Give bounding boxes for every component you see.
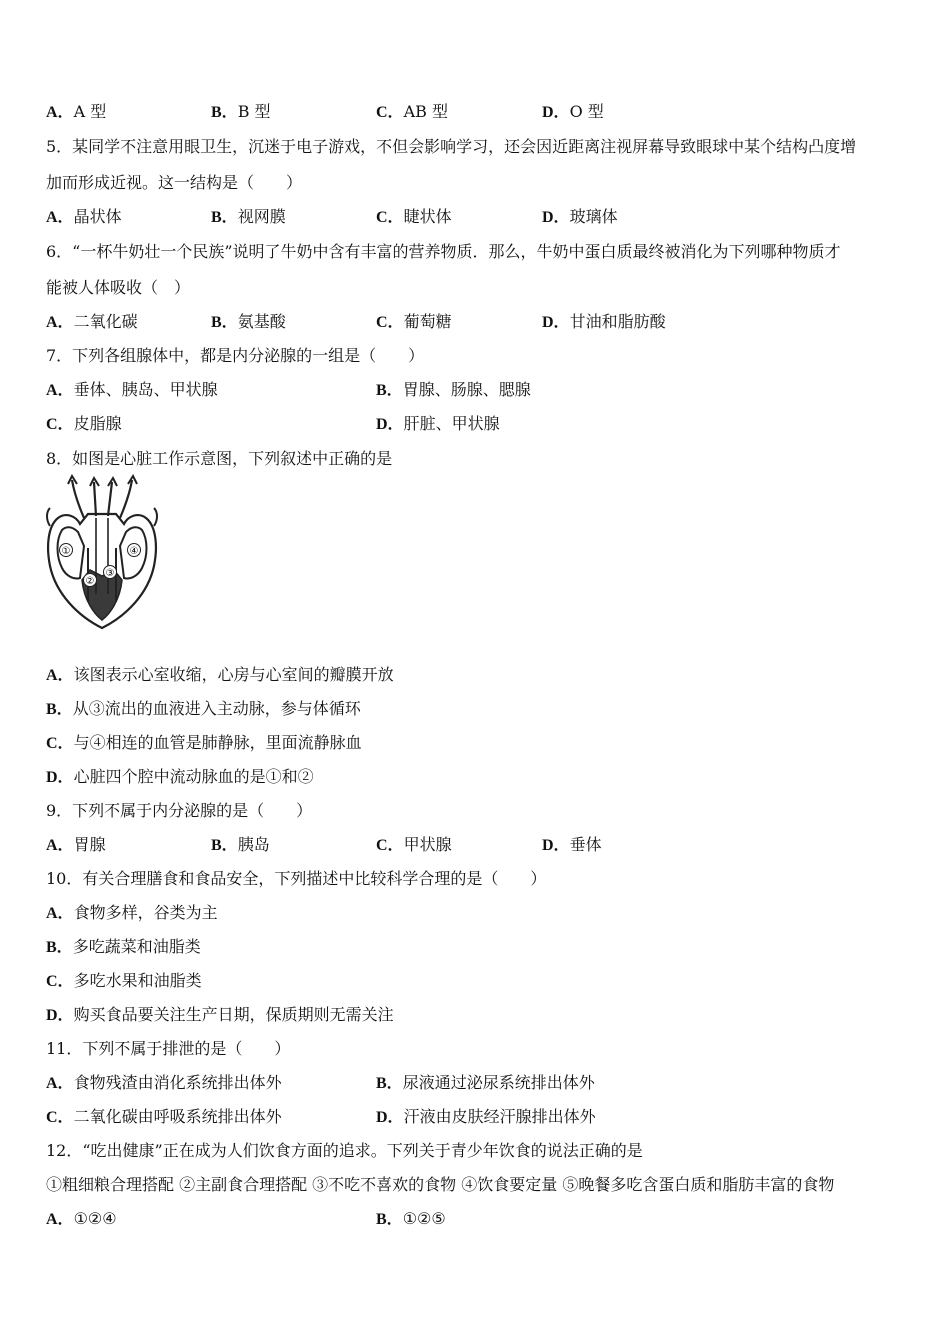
q10-option-c[interactable]: C．多吃水果和油脂类: [46, 971, 202, 990]
q10-stem: 10．有关合理膳食和食品安全，下列描述中比较科学合理的是（ ）: [46, 869, 547, 888]
q11-option-b[interactable]: B．尿液通过泌尿系统排出体外: [376, 1073, 595, 1092]
q4-option-c[interactable]: C．AB 型: [376, 102, 448, 121]
q10-option-a[interactable]: A．食物多样，谷类为主: [46, 903, 218, 922]
heart-diagram: [44, 474, 160, 632]
q5-option-c[interactable]: C．睫状体: [376, 207, 452, 226]
q6-option-a[interactable]: A．二氧化碳: [46, 312, 138, 331]
q11-stem: 11．下列不属于排泄的是（ ）: [46, 1039, 291, 1058]
q9-option-b[interactable]: B．胰岛: [211, 835, 270, 854]
q5-option-a[interactable]: A．晶状体: [46, 207, 122, 226]
q9-stem: 9．下列不属于内分泌腺的是（ ）: [46, 801, 313, 820]
q9-option-a[interactable]: A．胃腺: [46, 835, 106, 854]
q11-option-d[interactable]: D．汗液由皮肤经汗腺排出体外: [376, 1107, 596, 1126]
q6-option-b[interactable]: B．氨基酸: [211, 312, 286, 331]
q12-option-b[interactable]: B．①②⑤: [376, 1209, 446, 1228]
q8-option-a[interactable]: A．该图表示心室收缩，心房与心室间的瓣膜开放: [46, 665, 394, 684]
q8-stem: 8．如图是心脏工作示意图，下列叙述中正确的是: [46, 449, 393, 468]
q8-option-d[interactable]: D．心脏四个腔中流动脉血的是①和②: [46, 767, 314, 786]
q5-option-b[interactable]: B．视网膜: [211, 207, 286, 226]
q10-option-d[interactable]: D．购买食品要关注生产日期，保质期则无需关注: [46, 1005, 394, 1024]
q7-option-d[interactable]: D．肝脏、甲状腺: [376, 414, 500, 433]
q4-option-d[interactable]: D．O 型: [542, 102, 604, 121]
q6-option-d[interactable]: D．甘油和脂肪酸: [542, 312, 666, 331]
q7-stem: 7．下列各组腺体中，都是内分泌腺的一组是（ ）: [46, 346, 425, 365]
q12-statements: ①粗细粮合理搭配 ②主副食合理搭配 ③不吃不喜欢的食物 ④饮食要定量 ⑤晚餐多吃含蛋白质和脂肪丰富的食物: [46, 1175, 835, 1194]
q7-option-a[interactable]: A．垂体、胰岛、甲状腺: [46, 380, 218, 399]
q4-option-b[interactable]: B．B 型: [211, 102, 271, 121]
q5-option-d[interactable]: D．玻璃体: [542, 207, 618, 226]
q12-option-a[interactable]: A．①②④: [46, 1209, 117, 1228]
q5-stem-line1: 5．某同学不注意用眼卫生，沉迷于电子游戏，不但会影响学习，还会因近距离注视屏幕导致眼球中某个结构凸度增: [46, 137, 857, 156]
q7-option-b[interactable]: B．胃腺、肠腺、腮腺: [376, 380, 531, 399]
label-4: ④: [129, 546, 139, 557]
q6-option-c[interactable]: C．葡萄糖: [376, 312, 452, 331]
q9-option-d[interactable]: D．垂体: [542, 835, 602, 854]
q4-option-a[interactable]: A．A 型: [46, 102, 107, 121]
q6-stem-line1: 6．“一杯牛奶壮一个民族”说明了牛奶中含有丰富的营养物质．那么，牛奶中蛋白质最终被消化为下列哪种物质才: [46, 242, 841, 261]
q9-option-c[interactable]: C．甲状腺: [376, 835, 452, 854]
q8-option-c[interactable]: C．与④相连的血管是肺静脉，里面流静脉血: [46, 733, 362, 752]
q6-stem-line2: 能被人体吸收（ ）: [46, 278, 191, 297]
q8-option-b[interactable]: B．从③流出的血液进入主动脉，参与体循环: [46, 699, 361, 718]
q7-option-c[interactable]: C．皮脂腺: [46, 414, 122, 433]
label-3: ③: [105, 568, 115, 579]
q11-option-a[interactable]: A．食物残渣由消化系统排出体外: [46, 1073, 282, 1092]
q10-option-b[interactable]: B．多吃蔬菜和油脂类: [46, 937, 201, 956]
label-1: ①: [61, 546, 71, 557]
label-2: ②: [85, 576, 95, 587]
q12-stem: 12．“吃出健康”正在成为人们饮食方面的追求。下列关于青少年饮食的说法正确的是: [46, 1141, 643, 1160]
q11-option-c[interactable]: C．二氧化碳由呼吸系统排出体外: [46, 1107, 282, 1126]
q5-stem-line2: 加而形成近视。这一结构是（ ）: [46, 173, 303, 192]
